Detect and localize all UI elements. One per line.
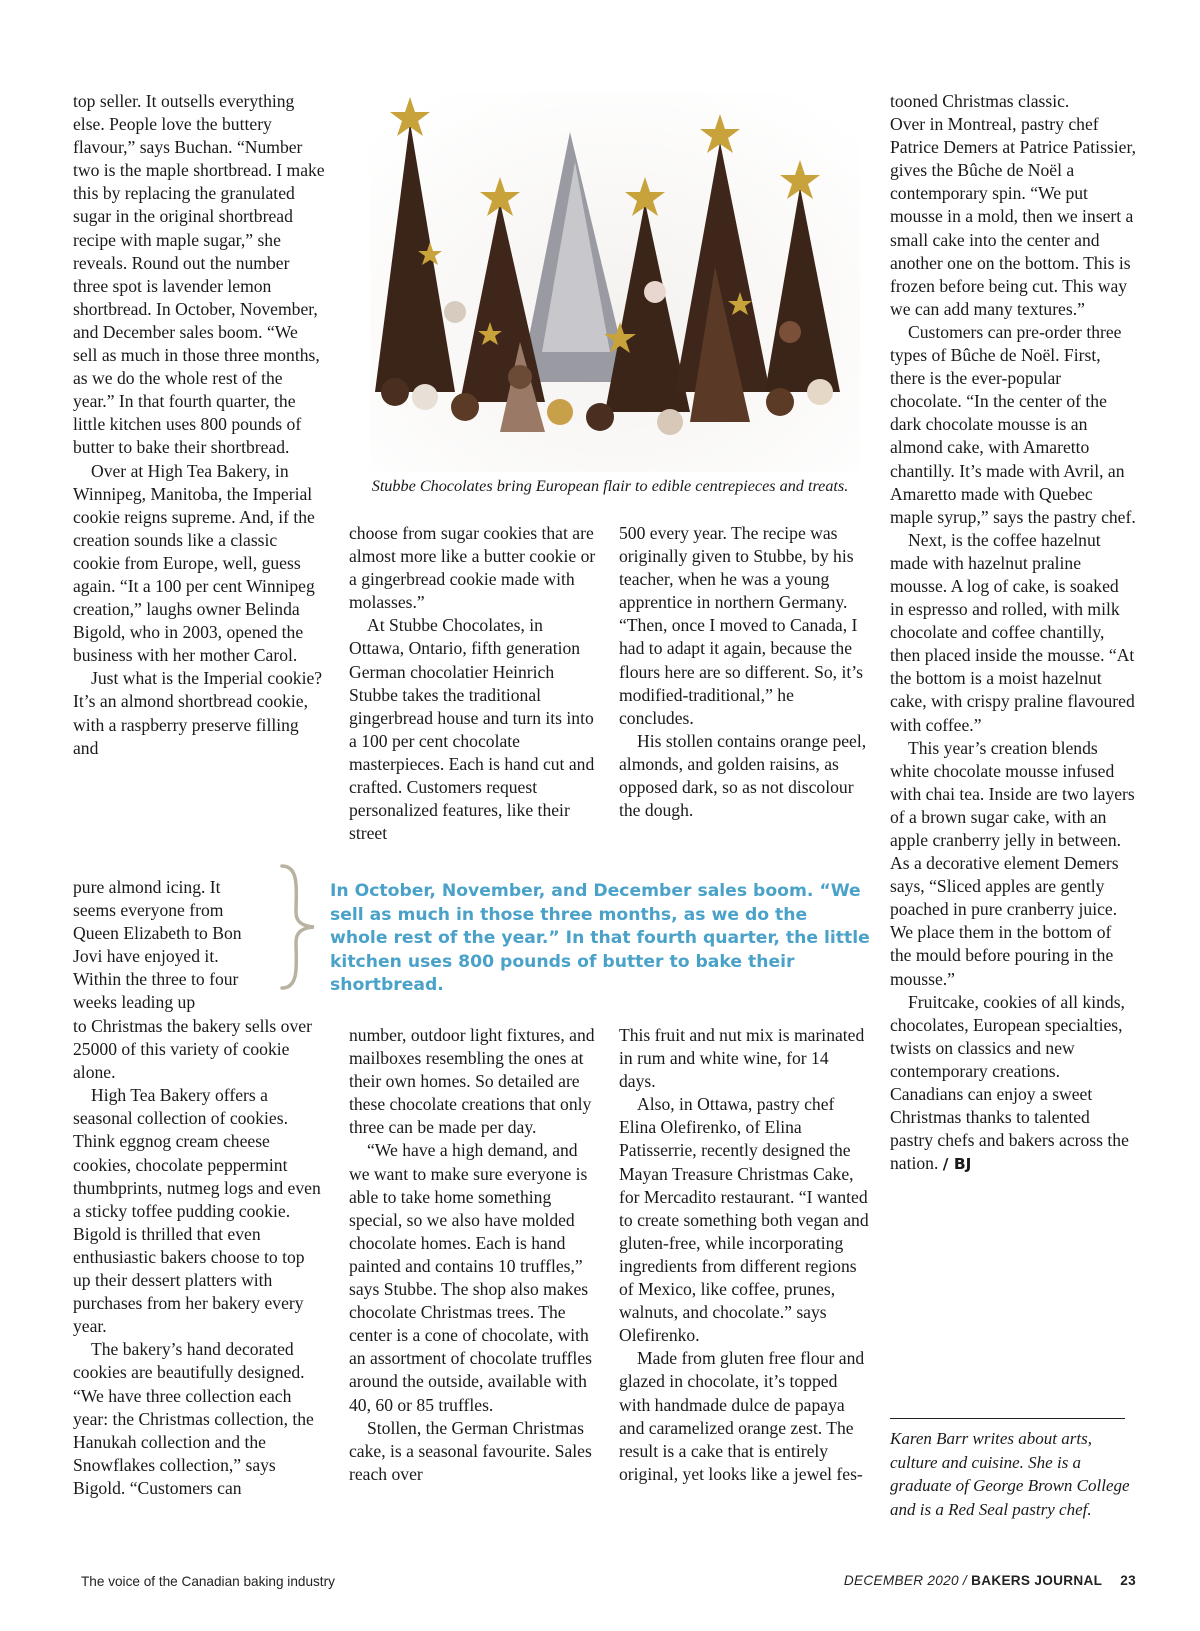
footer-folio bbox=[844, 1573, 1136, 1588]
paragraph: Over at High Tea Bakery, in Winnipeg, Manitoba, the Imperial cookie reigns supreme. And, if the creation sounds like a classic cookie from Europe, well, guess again. “It a 100 per cent Winnipeg creation,” laughs owner Belinda Bigold, who in 2003, opened the business with her mother Carol. bbox=[73, 460, 315, 666]
author-bio: Karen Barr writes about arts, culture and cuisine. She is a graduate of George Brown College and is a Red Seal pastry chef. bbox=[890, 1429, 1130, 1519]
paragraph: Made from gluten free flour and glazed in chocolate, it’s topped with handmade dulce de papaya and caramelized orange zest. The result is a cake that is entirely original, yet looks like a jewel fes- bbox=[619, 1348, 865, 1484]
column-3-top bbox=[619, 522, 869, 822]
paragraph: 500 every year. The recipe was originally given to Stubbe, by his teacher, when he was a young apprentice in northern Germany. “Then, once I moved to Canada, I had to adapt it again, because the flours here are so different. So, it’s modified-traditional,” he concludes. bbox=[619, 523, 863, 728]
paragraph: Stollen, the German Christmas cake, is a seasonal favourite. Sales reach over bbox=[349, 1417, 592, 1484]
paragraph: choose from sugar cookies that are almost more like a butter cookie or a gingerbread cookie made with molasses.” bbox=[349, 523, 596, 613]
footer-tagline: The voice of the Canadian baking industry bbox=[81, 1574, 335, 1589]
bio-divider bbox=[890, 1418, 1125, 1419]
signature: / BJ bbox=[942, 1155, 972, 1174]
column-1-lower bbox=[73, 1015, 325, 1500]
column-4 bbox=[890, 90, 1136, 1176]
column-1-wrap-text: pure almond icing. It seems everyone from Queen Elizabeth to Bon Jovi have enjoyed it. Within the three to four weeks leading up bbox=[73, 877, 242, 1013]
paragraph: Just what is the Imperial cookie? It’s an almond shortbread cookie, with a raspberry preserve filling and bbox=[73, 668, 323, 758]
column-2-top bbox=[349, 522, 599, 845]
column-3-bottom bbox=[619, 1024, 869, 1486]
paragraph: Next, is the coffee hazelnut made with hazelnut praline mousse. A log of cake, is soaked in espresso and rolled, with milk chocolate and coffee chantilly, then placed inside the mousse. “At the bottom is a moist hazelnut cake, with crispy praline flavoured with coffee.” bbox=[890, 529, 1135, 735]
footer-publication: BAKERS JOURNAL bbox=[971, 1573, 1103, 1588]
paragraph: Also, in Ottawa, pastry chef Elina Olefirenko, of Elina Patisserrie, recently designed the Mayan Treasure Christmas Cake, for Mercadito restaurant. “I wanted to create something both vegan and gluten-free, while incorporating ingredients from different regions of Mexico, like coffee, prunes, walnuts, and chocolate.” says Olefirenko. bbox=[619, 1094, 869, 1346]
brace-icon bbox=[274, 862, 324, 992]
page-number: 23 bbox=[1120, 1573, 1136, 1588]
paragraph: This fruit and nut mix is marinated in rum and white wine, for 14 days. bbox=[619, 1025, 865, 1092]
paragraph: Customers can pre-order three types of Bûche de Noël. First, there is the ever-popular chocolate. “In the center of the dark chocolate mousse is an almond cake, with Amaretto chantilly. It’s made with Avril, an Amaretto made with Quebec maple syrup,” says the pastry chef. bbox=[890, 321, 1136, 527]
paragraph: tooned Christmas classic. bbox=[890, 91, 1070, 111]
paragraph: His stollen contains orange peel, almonds, and golden raisins, as opposed dark, so as not discolour the dough. bbox=[619, 730, 867, 821]
column-1 bbox=[73, 90, 325, 760]
paragraph: Over in Montreal, pastry chef Patrice Demers at Patrice Patissier, gives the Bûche de Noël a contemporary spin. “We put mousse in a mold, then we insert a small cake into the center and another one on the bottom. This is frozen before being cut. This way we can add many textures.” bbox=[890, 114, 1137, 319]
paragraph: This year’s creation blends white chocolate mousse infused with chai tea. Inside are two layers of a brown sugar cake, with an apple cranberry jelly in between. As a decorative element Demers says, “Sliced apples are gently poached in pure cranberry juice. We place them in the bottom of the mould before pouring in the mousse.” bbox=[890, 737, 1135, 989]
paragraph: number, outdoor light fixtures, and mailboxes resembling the ones at their own homes. So detailed are these chocolate creations that only three can be made per day. bbox=[349, 1025, 595, 1138]
paragraph: The bakery’s hand decorated cookies are beautifully designed. “We have three collection each year: the Christmas collection, the Hanukah collection and the Snowflakes collection,” says Bigold. “Customers can bbox=[73, 1339, 314, 1498]
paragraph: At Stubbe Chocolates, in Ottawa, Ontario, fifth generation German chocolatier Heinrich Stubbe takes the traditional gingerbread house and turn its into a 100 per cent chocolate masterpieces. Each is hand cut and crafted. Customers request personalized features, like their street bbox=[349, 615, 595, 844]
footer-issue: DECEMBER 2020 / bbox=[843, 1573, 968, 1588]
photo-caption: Stubbe Chocolates bring European flair to edible centrepieces and treats. bbox=[371, 477, 849, 495]
column-2-bottom bbox=[349, 1024, 599, 1486]
paragraph: to Christmas the bakery sells over 25000 of this variety of cookie alone. bbox=[73, 1016, 312, 1083]
closing-text: Fruitcake, cookies of all kinds, chocolates, European specialties, twists on classics and new contemporary creations. Canadians can enjoy a sweet Christmas thanks to talented pastry chefs and bakers across the nation. bbox=[890, 991, 1129, 1174]
paragraph: High Tea Bakery offers a seasonal collection of cookies. Think eggnog cream cheese cookies, chocolate peppermint thumbprints, nutmeg logs and even a sticky toffee pudding cookie. Bigold is thrilled that even enthusiastic bakers choose to top up their dessert platters with purchases from her bakery every year. bbox=[73, 1085, 321, 1337]
chocolate-trees-illustration bbox=[370, 92, 860, 472]
paragraph: “We have a high demand, and we want to make sure everyone is able to take home something special, so we also have molded chocolate homes. Each is hand painted and contains 10 truffles,” says Stubbe. The shop also makes chocolate Christmas trees. The center is a cone of chocolate, with an assortment of chocolate truffles around the outside, available with 40, 60 or 85 truffles. bbox=[349, 1140, 592, 1415]
pull-quote: In October, November, and December sales boom. “We sell as much in those three months, as we do the whole rest of the year.” In that fourth quarter, the little kitchen uses 800 pounds of butter to bake their shortbread. bbox=[330, 881, 870, 996]
paragraph: top seller. It outsells everything else. People love the buttery flavour,” says Buchan. “Number two is the maple shortbread. I make this by replacing the granulated sugar in the original shortbread recipe with maple sugar,” she reveals. Round out the number three spot is lavender lemon shortbread. In October, November, and December sales boom. “We sell as much in those three months, as we do the whole rest of the year.” In that fourth quarter, the little kitchen uses 800 pounds of butter to bake their shortbread. bbox=[73, 91, 325, 458]
paragraph bbox=[890, 991, 1136, 1177]
chocolate-trees-photo bbox=[370, 92, 860, 472]
